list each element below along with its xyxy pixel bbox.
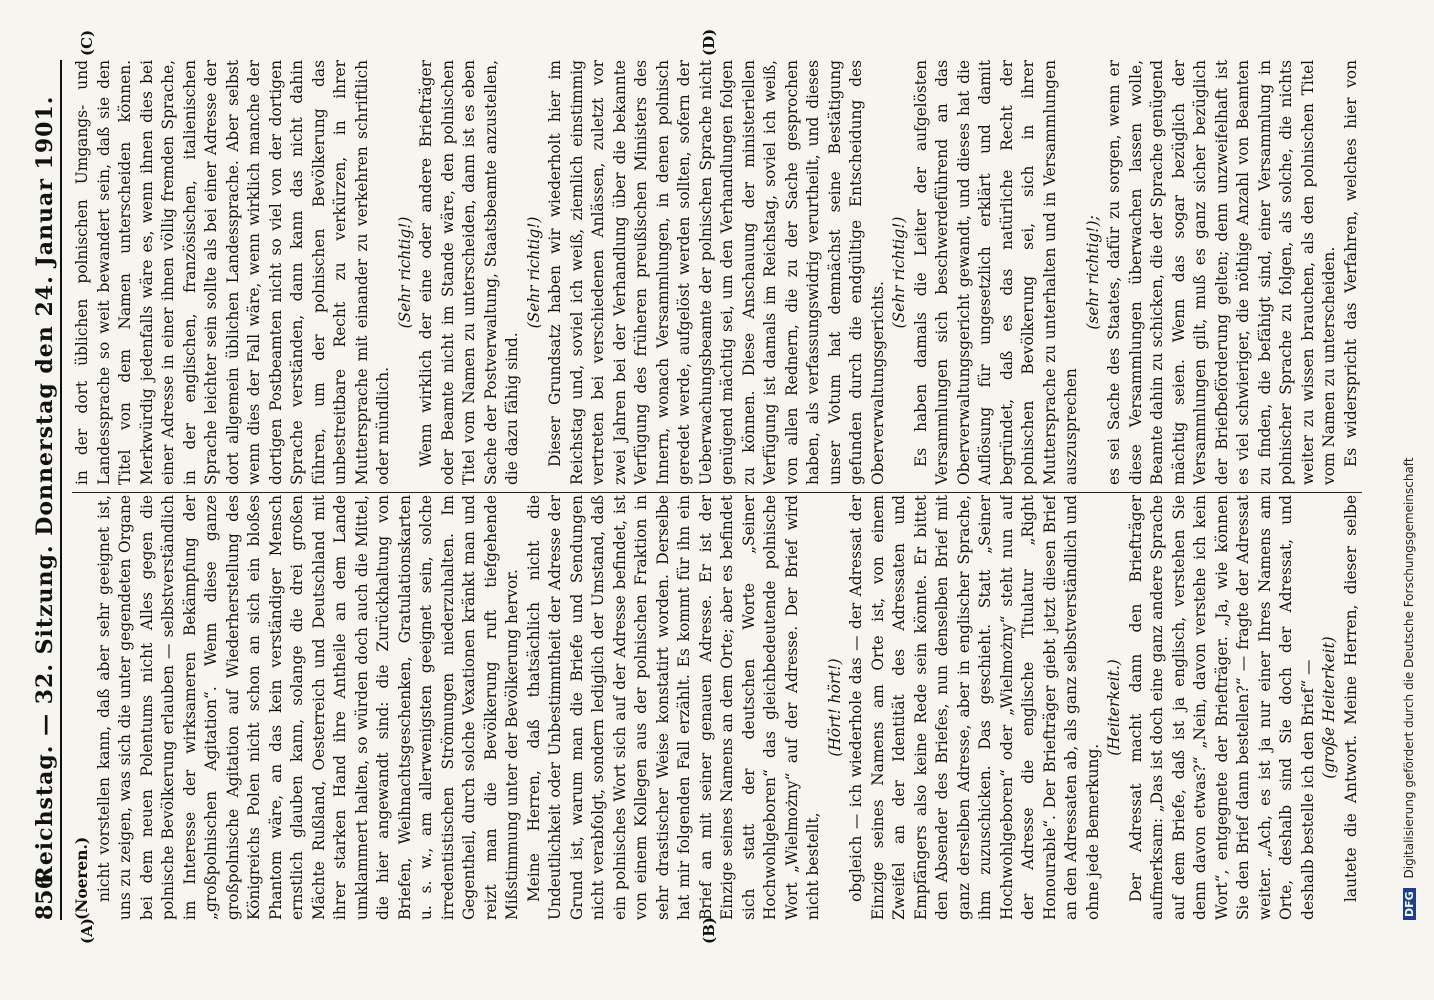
margin-marker-b: (B) <box>700 917 718 944</box>
text-column-left <box>72 495 1362 920</box>
body-paragraph: Der Adressat macht dann den Briefträger aufmerksam: „Das ist doch eine ganz andere Sprache auf dem Briefe, daß ist ja englisch, verstehen Sie denn davon etwas?“ „Nein, davon verstehe ich kein Wort“, entgegnete der Briefträger. „Ja, wie können Sie den Brief dann bestellen?“ — fragte der Adressat weiter. „Ach, es ist ja nur einer Ihres Namens am Orte, deshalb sind Sie doch der Adressat, und deshalb bestelle ich den Brief“ — <box>1126 495 1317 920</box>
margin-marker-c: (C) <box>78 29 96 56</box>
body-paragraph: nicht vorstellen kann, daß aber sehr geeignet ist, uns zu zeigen, was sich die unter gegendeten Organe bei dem neuen Polentums nicht Alles gegen die polnische Bevölkerung erlauben — selbstverständlich im Interesse der wirksameren Bekämpfung der „großpolnischen Agitation“. Wenn diese ganze großpolnische Agitation auf Wiederherstellung des Königreichs Polen nicht schon an sich ein bloßes Phantom wäre, an das kein verständiger Mensch ernstlich glauben kann, solange die drei großen Mächte Rußland, Oesterreich und Deutschland mit ihrer starken Hand ihre Antheile an dem Lande umklammert halten, so würden doch auch die Mittel, die hier angewandt sind: die Zurückhaltung von Briefen, Weihnachtsgeschenken, Gratulationskarten u. s. w., am allerwenigsten geeignet sein, solche irredentistischen Strömungen niederzuhalten. Im Gegentheil, durch solche Vexationen kränkt man und reizt man die Bevölkerung ruft tiefgehende Mißstimmung unter der Bevölkerung hervor. <box>94 495 521 920</box>
body-paragraph: lautete die Antwort. Meine Herren, dieser selbe <box>1341 495 1360 902</box>
body-paragraph: Meine Herren, daß thatsächlich nicht die Undeutlichkeit oder Unbestimmtheit der Adresse der Grund ist, warum man die Briefe und Sendungen nicht verabfolgt, sondern lediglich der Umstand, daß ein polnisches Wort sich auf der Adresse befindet, ist von einem Kollegen aus der polnischen Fraktion in sehr drastischer Weise konstatirt worden. Derselbe hat mir folgenden Fall erzählt. Es kommt für ihn ein Brief an mit seiner genauen Adresse. Er ist der Einzige seines Namens an dem Orte; aber es befindet sich statt der deutschen Worte „Seiner Hochwohlgeboren“ das gleichbedeutende polnische Wort „Wielmożny“ auf der Adresse. Der Brief wird nicht bestellt, <box>524 495 822 920</box>
audience-reaction: (sehr richtig!); <box>1083 215 1102 330</box>
audience-reaction: (Heiterkeit.) <box>1105 659 1123 756</box>
audience-reaction: (Sehr richtig!) <box>395 216 414 329</box>
body-paragraph: es sei Sache des Staates, dafür zu sorgen, wenn er diese Versammlungen überwachen lassen wolle, Beamte dahin zu schicken, die der Sprache genügend mächtig seien. Wenn das sogar bezüglich der Versammlungen gilt, muß es ganz sicher bezüglich der Briefbeförderung gelten; denn unzweifelhaft ist es viel schwieriger, die nöthige Anzahl von Beamten zu finden, die befähigt sind, einer Versammlung in polnischer Sprache zu folgen, als solche, die nichts weiter zu wissen brauchen, als den polnischen Titel vom Namen zu unterscheiden. <box>1105 60 1338 485</box>
audience-reaction: (Hört! hört!) <box>825 658 844 757</box>
column-divider <box>72 492 1362 493</box>
audience-reaction: (große Heiterkeit) <box>1320 636 1338 779</box>
body-paragraph: obgleich — ich wiederhole das — der Adressat der Einzige seines Namens am Orte ist, von einem Zweifel an der Identität des Adressaten und Empfängers also keine Rede sein könnte. Er bittet den Absender des Briefes, nun denselben Brief mit ganz derselben Adresse, aber in englischer Sprache, ihm zuzuschicken. Das geschieht. Statt „Seiner Hochwohlgeboren“ oder „Wielmożny“ steht nun auf der Adresse die englische Titulatur „Right Honourable“. Der Briefträger giebt jetzt diesen Brief an den Adressaten ab, als ganz selbstverständlich und ohne jede Bemerkung. <box>847 495 1102 920</box>
page-header <box>30 60 62 920</box>
margin-marker-a: (A) <box>78 918 96 944</box>
body-paragraph: Dieser Grundsatz haben wir wiederholt hier im Reichstag und, soviel ich weiß, ziemlich einstimmig vertreten bei verschiedenen Anlässen, zuletzt vor zwei Jahren bei der Verhandlung über die bekannte Verfügung des früheren preußischen Ministers des Innern, wonach Versammlungen, in denen polnisch geredet werde, aufgelöst werden sollten, sofern der Ueberwachungsbeamte der polnischen Sprache nicht genügend mächtig sei, um den Verhandlungen folgen zu können. Diese Anschauung der ministeriellen Verfügung ist damals im Reichstag, soviel ich weiß, von allen Rednern, die zu der Sache gesprochen haben, als verfassungswidrig verurtheilt, und dieses unser Votum hat demnächst seine Bestätigung gefunden durch die endgültige Entscheidung des Oberverwaltungsgerichts. <box>546 60 887 485</box>
dfg-logo: DFG <box>1403 888 1416 920</box>
speaker-name: (Noeren.) <box>73 836 91 920</box>
page-footer <box>1402 60 1422 920</box>
page-number: 856 <box>32 874 58 920</box>
body-paragraph: Es haben damals die Leiter der aufgelösten Versammlungen sich beschwerdeführend an das Oberverwaltungsgericht gewandt, und dieses hat die Auflösung für ungesetzlich erklärt und damit begründet, daß es das natürliche Recht der polnischen Bevölkerung sei, sich in ihrer Muttersprache zu unterhalten und in Versammlungen auszusprechen <box>911 60 1080 485</box>
audience-reaction: (Sehr richtig!) <box>524 216 543 329</box>
text-column-right <box>72 60 1362 485</box>
body-paragraph: in der dort üblichen polnischen Umgangs- und Landessprache so weit bewandert sein, daß sie den Titel von dem Namen unterscheiden können. Merkwürdig jedenfalls wäre es, wenn ihnen dies bei einer Adresse in einer ihnen völlig fremden Sprache, in der englischen, französischen, italienischen Sprache leichter sein sollte als bei einer Adresse der dort allgemein üblichen Landessprache. Aber selbst wenn dies der Fall wäre, wenn wirklich manche der dortigen Postbeamten nicht so viel von der dortigen Sprache verständen, dann kann das nicht dahin führen, um der polnischen Bevölkerung das unbestreitbare Recht zu verkürzen, in ihrer Muttersprache mit einander zu verkehren schriftlich oder mündlich. <box>73 60 392 485</box>
body-paragraph: Es widerspricht das Verfahren, welches hier von <box>1341 60 1360 467</box>
body-paragraph: Wenn wirklich der eine oder andere Briefträger oder Beamte nicht im Stande wäre, den polnischen Titel vom Namen zu unterscheiden, dann ist es eben Sache der Postverwaltung, Staatsbeamte anzustellen, die dazu fähig sind. <box>417 60 521 485</box>
audience-reaction: (Sehr richtig!) <box>890 216 908 329</box>
footer-credit: Digitalisierung gefördert durch die Deutsche Forschungsgemeinschaft <box>1402 457 1416 879</box>
margin-marker-d: (D) <box>700 28 718 56</box>
page-title: Reichstag. — 32. Sitzung. Donnerstag den 24. Januar 1901. <box>32 95 58 885</box>
